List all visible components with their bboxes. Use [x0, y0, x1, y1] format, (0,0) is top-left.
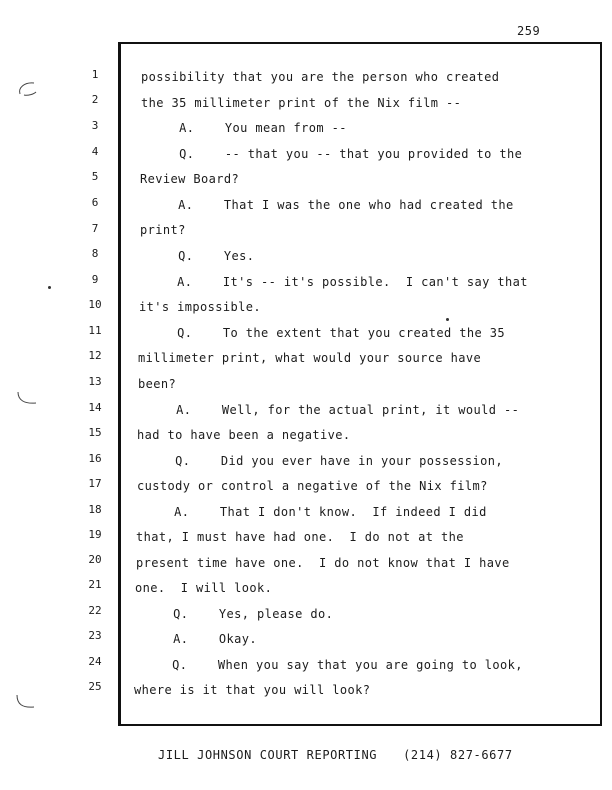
line-number: 25 [88, 680, 102, 693]
line-number: 20 [88, 553, 102, 566]
transcript-frame [118, 42, 602, 726]
line-number: 9 [91, 273, 99, 286]
line-number: 18 [88, 503, 102, 516]
transcript-line: print? [140, 223, 186, 237]
binding-mark [14, 390, 38, 408]
line-number: 19 [88, 528, 102, 541]
line-number: 4 [91, 145, 99, 158]
line-number: 21 [88, 578, 102, 591]
line-number: 16 [88, 452, 102, 465]
transcript-line: A. That I don't know. If indeed I did [136, 505, 487, 519]
line-number: 7 [91, 222, 99, 235]
line-number: 2 [91, 93, 99, 106]
transcript-line: the 35 millimeter print of the Nix film -- [141, 96, 462, 110]
transcript-line: Q. -- that you -- that you provided to the [141, 147, 523, 161]
transcript-line: possibility that you are the person who created [141, 70, 500, 84]
line-number: 10 [88, 298, 102, 311]
transcript-line: A. Well, for the actual print, it would -- [138, 403, 520, 417]
transcript-line: present time have one. I do not know that I have [136, 556, 510, 570]
transcript-line: that, I must have had one. I do not at the [136, 530, 464, 544]
transcript-line: Q. When you say that you are going to look, [134, 658, 523, 672]
line-number: 15 [88, 426, 102, 439]
line-number: 17 [88, 477, 102, 490]
transcript-line: Q. Did you ever have in your possession, [137, 454, 503, 468]
transcript-line: one. I will look. [135, 581, 273, 595]
line-number: 6 [91, 196, 99, 209]
line-number: 13 [88, 375, 102, 388]
transcript-line: Review Board? [140, 172, 240, 186]
transcript-line: had to have been a negative. [137, 428, 351, 442]
transcript-line: Q. Yes, please do. [135, 607, 334, 621]
transcript-line: it's impossible. [139, 300, 261, 314]
transcript-line: A. Okay. [135, 632, 257, 646]
line-number: 12 [88, 349, 102, 362]
line-number: 1 [91, 68, 99, 81]
transcript-line: A. You mean from -- [141, 121, 347, 135]
line-number: 8 [91, 247, 99, 260]
footer [158, 748, 513, 762]
transcript-line: millimeter print, what would your source have [138, 351, 482, 365]
line-number: 14 [88, 401, 102, 414]
transcript-line: been? [138, 377, 177, 391]
binding-mark [14, 80, 38, 98]
transcript-line: custody or control a negative of the Nix film? [137, 479, 488, 493]
binding-mark [14, 694, 38, 712]
transcript-line: A. It's -- it's possible. I can't say that [139, 275, 528, 289]
transcript-line: Q. Yes. [140, 249, 255, 263]
transcript-line: A. That I was the one who had created the [140, 198, 514, 212]
line-number: 5 [91, 170, 99, 183]
transcript-line: Q. To the extent that you created the 35 [139, 326, 505, 340]
line-number: 3 [91, 119, 99, 132]
page-number: 259 [517, 24, 541, 38]
line-number: 23 [88, 629, 102, 642]
stray-mark [48, 286, 51, 289]
reporter-phone: (214) 827-6677 [403, 748, 513, 762]
line-number: 11 [88, 324, 102, 337]
reporter-name: JILL JOHNSON COURT REPORTING [158, 748, 378, 762]
line-number: 24 [88, 655, 102, 668]
line-number: 22 [88, 604, 102, 617]
transcript-line: where is it that you will look? [134, 683, 371, 697]
